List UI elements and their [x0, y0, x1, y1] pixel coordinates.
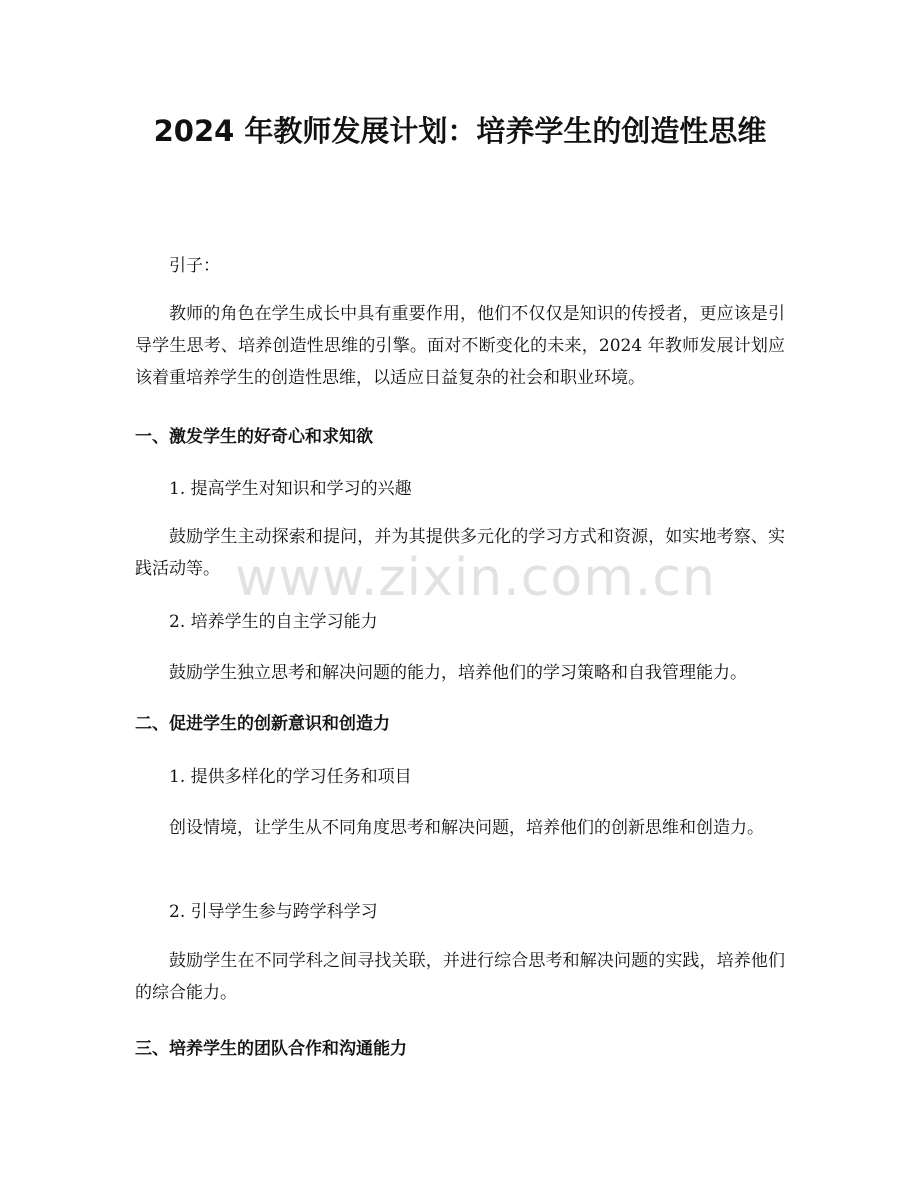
subheading-2-1: 1. 提供多样化的学习任务和项目: [169, 767, 412, 787]
intro-paragraph: 教师的角色在学生成长中具有重要作用，他们不仅仅是知识的传授者，更应该是引导学生思考、培养创造性思维的引擎。面对不断变化的未来，2024 年教师发展计划应该着重培养学生的创造性思维，以适应日益复杂的社会和职业环境。: [135, 304, 785, 388]
intro-label: 引子：: [169, 256, 220, 276]
subheading-2-2: 2. 引导学生参与跨学科学习: [169, 902, 378, 922]
subheading-1-2: 2. 培养学生的自主学习能力: [169, 612, 378, 632]
paragraph-2-1: 创设情境，让学生从不同角度思考和解决问题，培养他们的创新思维和创造力。: [169, 818, 764, 838]
section-heading-2: 二、促进学生的创新意识和创造力: [135, 714, 390, 734]
paragraph-1-2: 鼓励学生独立思考和解决问题的能力，培养他们的学习策略和自我管理能力。: [169, 663, 747, 683]
watermark: www.zixin.com.cn: [235, 548, 716, 608]
section-heading-1: 一、激发学生的好奇心和求知欲: [135, 427, 373, 447]
paragraph-1-1: 鼓励学生主动探索和提问，并为其提供多元化的学习方式和资源，如实地考察、实践活动等。: [135, 527, 785, 579]
section-heading-3: 三、培养学生的团队合作和沟通能力: [135, 1039, 407, 1059]
subheading-1-1: 1. 提高学生对知识和学习的兴趣: [169, 479, 412, 499]
document-title: 2024 年教师发展计划：培养学生的创造性思维: [153, 114, 767, 148]
paragraph-2-2: 鼓励学生在不同学科之间寻找关联，并进行综合思考和解决问题的实践，培养他们的综合能力。: [135, 951, 785, 1003]
